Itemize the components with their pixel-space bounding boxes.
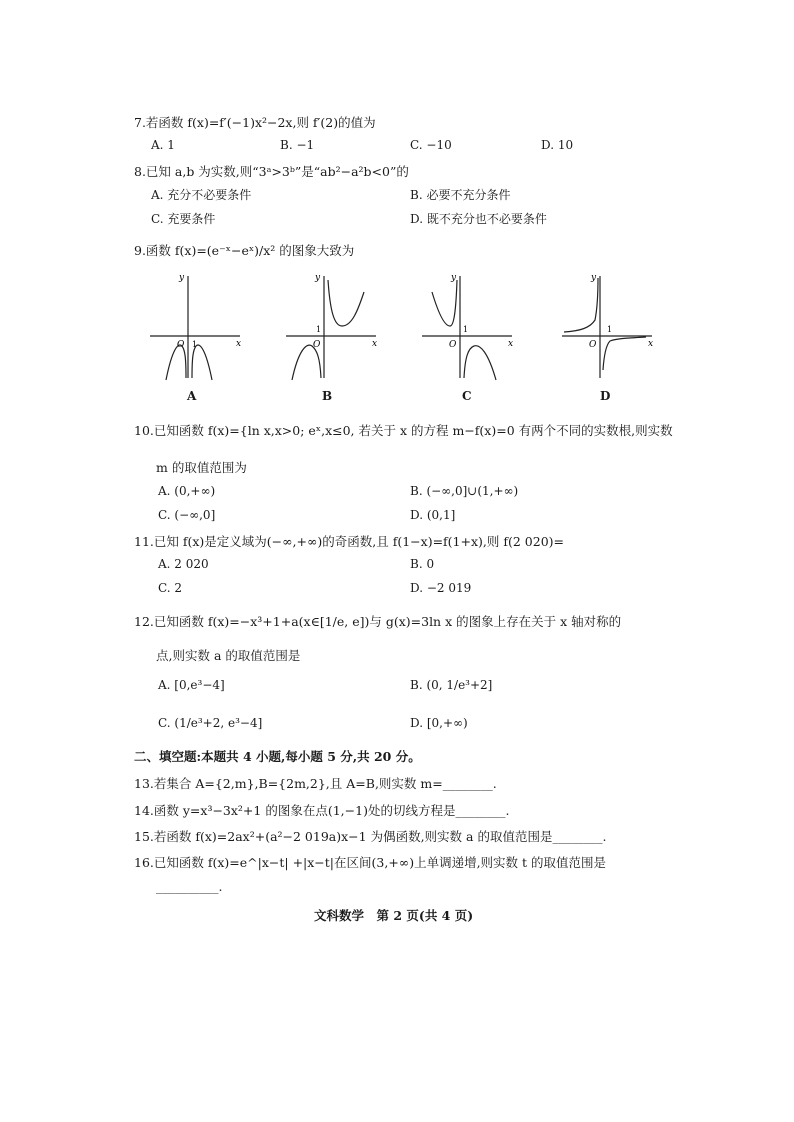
- q7-stem: 7.若函数 f(x)=f′(−1)x²−2x,则 f′(2)的值为: [134, 115, 376, 130]
- q12-option-d: D. [0,+∞): [410, 716, 468, 730]
- q7-option-b: B. −1: [280, 138, 315, 152]
- graph-d-o: O: [589, 340, 597, 350]
- graph-d: [560, 270, 658, 382]
- graph-a-x: x: [236, 339, 242, 349]
- q10-option-b: B. (−∞,0]∪(1,+∞): [410, 484, 519, 498]
- graph-label-b: B: [322, 389, 333, 403]
- q8-option-a: A. 充分不必要条件: [151, 188, 252, 202]
- q14: 14.函数 y=x³−3x²+1 的图象在点(1,−1)处的切线方程是________.: [134, 803, 510, 818]
- graph-c: [420, 270, 518, 382]
- graph-c-o: O: [449, 340, 457, 350]
- graph-b-y: y: [315, 273, 321, 283]
- graph-c-tick: 1: [463, 325, 469, 334]
- graph-label-d: D: [600, 389, 611, 403]
- q7-option-c: C. −10: [410, 138, 452, 152]
- graph-b-x: x: [372, 339, 378, 349]
- graph-b-tick: 1: [316, 325, 322, 334]
- q8-stem: 8.已知 a,b 为实数,则“3ᵃ>3ᵇ”是“ab²−a²b<0”的: [134, 164, 409, 179]
- q11-option-d: D. −2 019: [410, 581, 472, 595]
- q10-stem2: m 的取值范围为: [156, 460, 247, 475]
- q12-option-a: A. [0,e³−4]: [158, 678, 225, 692]
- graph-d-tick: 1: [607, 325, 613, 334]
- q8-option-b: B. 必要不充分条件: [410, 188, 511, 202]
- graph-b: [284, 270, 382, 382]
- section-fill-in-title: 二、填空题:本题共 4 小题,每小题 5 分,共 20 分。: [134, 749, 421, 764]
- graph-a-y: y: [179, 273, 185, 283]
- q11-option-b: B. 0: [410, 557, 435, 571]
- q11-option-c: C. 2: [158, 581, 183, 595]
- graph-label-a: A: [187, 389, 197, 403]
- page-footer: 文科数学 第 2 页(共 4 页): [314, 908, 474, 923]
- graph-label-c: C: [462, 389, 472, 403]
- q15: 15.若函数 f(x)=2ax²+(a²−2 019a)x−1 为偶函数,则实数 a 的取值范围是________.: [134, 829, 607, 844]
- q11-option-a: A. 2 020: [158, 557, 209, 571]
- q13: 13.若集合 A={2,m},B={2m,2},且 A=B,则实数 m=________.: [134, 776, 497, 791]
- q16-blank: __________.: [156, 879, 223, 894]
- graph-a-o: O: [177, 340, 185, 350]
- q11-stem: 11.已知 f(x)是定义域为(−∞,+∞)的奇函数,且 f(1−x)=f(1+x),则 f(2 020)=: [134, 534, 564, 549]
- graph-a-tick: 1: [192, 340, 198, 349]
- graph-b-o: O: [313, 340, 321, 350]
- q10-option-d: D. (0,1]: [410, 508, 456, 522]
- q12-option-c: C. (1/e³+2, e³−4]: [158, 716, 263, 730]
- graph-d-x: x: [648, 339, 654, 349]
- q16-stem: 16.已知函数 f(x)=e^|x−t| +|x−t|在区间(3,+∞)上单调递增,则实数 t 的取值范围是: [134, 855, 607, 870]
- q12-stem: 12.已知函数 f(x)=−x³+1+a(x∈[1/e, e])与 g(x)=3ln x 的图象上存在关于 x 轴对称的: [134, 614, 622, 629]
- q10-option-c: C. (−∞,0]: [158, 508, 216, 522]
- q12-option-b: B. (0, 1/e³+2]: [410, 678, 493, 692]
- graph-c-y: y: [451, 273, 457, 283]
- q7-option-a: A. 1: [151, 138, 175, 152]
- q8-option-d: D. 既不充分也不必要条件: [410, 212, 547, 226]
- q8-option-c: C. 充要条件: [151, 212, 216, 226]
- q9-stem: 9.函数 f(x)=(e⁻ˣ−eˣ)/x² 的图象大致为: [134, 243, 355, 258]
- q10-stem: 10.已知函数 f(x)={ln x,x>0; eˣ,x≤0, 若关于 x 的方程 m−f(x)=0 有两个不同的实数根,则实数: [134, 423, 673, 438]
- graph-c-x: x: [508, 339, 514, 349]
- q7-option-d: D. 10: [541, 138, 574, 152]
- q12-stem2: 点,则实数 a 的取值范围是: [156, 648, 301, 663]
- graph-a: [148, 270, 246, 382]
- graph-d-y: y: [591, 273, 597, 283]
- q10-option-a: A. (0,+∞): [158, 484, 216, 498]
